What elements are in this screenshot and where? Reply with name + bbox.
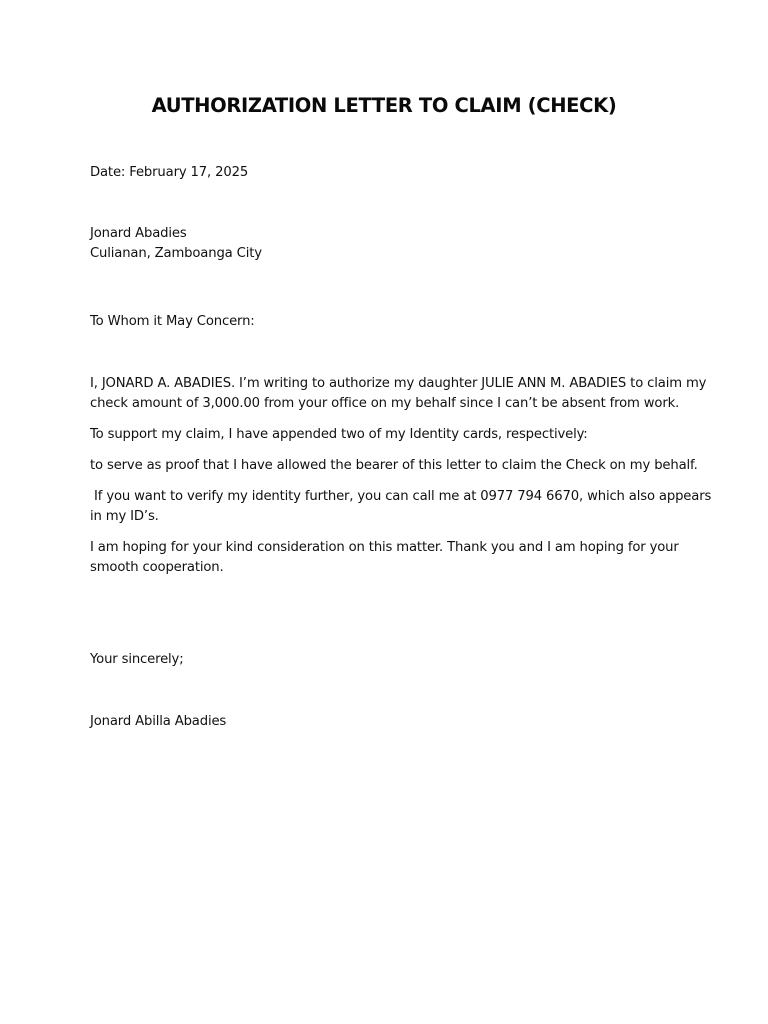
closing: Your sincerely; [90, 652, 184, 667]
body-paragraph-5-line-1: I am hoping for your kind consideration on this matter. Thank you and I am hoping for your [90, 540, 679, 555]
body-paragraph-5-line-2: smooth cooperation. [90, 560, 224, 575]
body-paragraph-1-line-1: I, JONARD A. ABADIES. I’m writing to authorize my daughter JULIE ANN M. ABADIES to claim my [90, 376, 707, 391]
salutation: To Whom it May Concern: [90, 314, 255, 329]
body-paragraph-1-line-2: check amount of 3,000.00 from your office on my behalf since I can’t be absent from work. [90, 396, 680, 411]
date-line: Date: February 17, 2025 [90, 165, 249, 180]
body-paragraph-4-line-1: If you want to verify my identity further, you can call me at 0977 794 6670, which also appears [90, 489, 712, 504]
body-paragraph-3: to serve as proof that I have allowed the bearer of this letter to claim the Check on my behalf. [90, 458, 698, 473]
body-paragraph-2: To support my claim, I have appended two of my Identity cards, respectively: [90, 427, 588, 442]
sender-address: Culianan, Zamboanga City [90, 246, 262, 261]
sender-name: Jonard Abadies [90, 226, 187, 241]
signature-name: Jonard Abilla Abadies [90, 714, 227, 729]
letter-title: AUTHORIZATION LETTER TO CLAIM (CHECK) [151, 94, 617, 117]
body-paragraph-4-line-2: in my ID’s. [90, 509, 159, 524]
